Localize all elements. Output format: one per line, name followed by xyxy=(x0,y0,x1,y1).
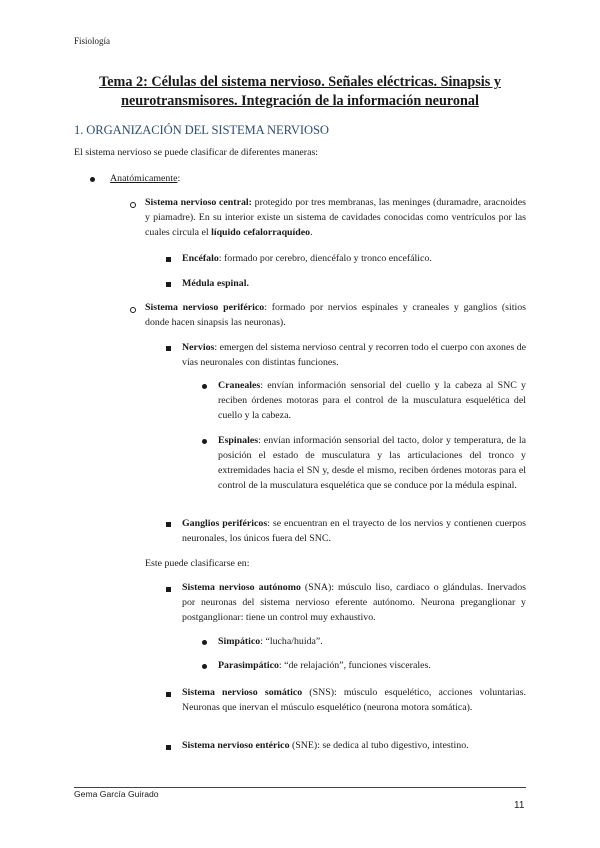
intro-paragraph: El sistema nervioso se puede clasificar de diferentes maneras: xyxy=(74,147,319,158)
bullet-dot-icon xyxy=(202,439,207,444)
espinales-item xyxy=(218,433,526,493)
snp-text: : formado por nervios espinales y craneales y ganglios (sitios donde hacen sinapsis las neuronas). xyxy=(145,302,526,329)
bullet-circle-icon xyxy=(130,202,136,208)
page-title xyxy=(74,73,526,110)
snc-item xyxy=(145,195,526,240)
sne-text: (SNE): se dedica al tubo digestivo, intestino. xyxy=(289,740,469,751)
sna-term: Sistema nervioso autónomo xyxy=(182,582,301,593)
title-line-1: Tema 2: Células del sistema nervioso. Señales eléctricas. Sinapsis y xyxy=(99,74,501,90)
craneales-term: Craneales xyxy=(218,380,261,391)
bullet-dot-icon xyxy=(202,640,207,645)
medula-term: Médula espinal. xyxy=(182,278,249,289)
espinales-text: : envían información sensorial del tacto, dolor y temperatura, de la posición el estado de musculatura y las articulaciones del tronco y extremidades hacia el SN y, desde el mismo, reciben órdenes motoras para el control de la musculatura esquelética que se conduce por la médula espinal. xyxy=(218,435,526,492)
footer-author: Gema García Guirado xyxy=(74,789,159,799)
bullet-square-icon xyxy=(166,587,171,592)
snc-end: . xyxy=(310,227,313,239)
sns-term: Sistema nervioso somático xyxy=(182,687,303,698)
ganglios-item xyxy=(182,516,526,546)
snp-term: Sistema nervioso periférico xyxy=(145,302,265,313)
sne-term: Sistema nervioso entérico xyxy=(182,740,290,751)
bullet-dot-icon xyxy=(90,177,95,182)
craneales-item xyxy=(218,378,526,423)
bullet-square-icon xyxy=(166,745,171,750)
section-heading: 1. ORGANIZACIÓN DEL SISTEMA NERVIOSO xyxy=(74,123,329,137)
nervios-term: Nervios xyxy=(182,342,215,353)
csf-term: líquido cefalorraquídeo xyxy=(211,227,311,239)
anatomic-suffix: : xyxy=(177,173,181,184)
parasimpatico-text: : “de relajación”, funciones viscerales. xyxy=(278,660,431,671)
sna-item xyxy=(182,580,526,625)
encefalo-text: : formado por cerebro, diencéfalo y tronco encefálico. xyxy=(218,253,432,264)
bullet-square-icon xyxy=(166,257,171,262)
running-header: Fisiología xyxy=(74,36,111,46)
sna-text: (SNA): músculo liso, cardiaco o glándulas. Inervados por neuronas del sistema nervioso eferente autónomo. Neurona preganglionar y postganglionar: tiene un control muy exhaustivo. xyxy=(182,582,526,624)
parasimpatico-term: Parasimpático xyxy=(218,660,279,671)
bullet-square-icon xyxy=(166,346,171,351)
bullet-square-icon xyxy=(166,522,171,527)
snp-item xyxy=(145,300,526,330)
ganglios-text: : se encuentran en el trayecto de los nervios y contienen cuerpos neuronales, los únicos fuera del SNC. xyxy=(182,518,526,545)
nervios-item xyxy=(182,340,526,370)
encefalo-item xyxy=(182,251,432,266)
title-line-2: neurotransmisores. Integración de la información neuronal xyxy=(121,92,479,109)
bullet-circle-icon xyxy=(130,307,136,313)
nervios-text: : emergen del sistema nervioso central y recorren todo el cuerpo con axones de vías neuronales con distintas funciones. xyxy=(182,342,526,369)
parasimpatico-item xyxy=(218,658,431,673)
craneales-text: : envían información sensorial del cuello y la cabeza al SNC y reciben órdenes motoras para el control de la musculatura esquelética del cuello y la cabeza. xyxy=(218,380,526,422)
ganglios-term: Ganglios periféricos xyxy=(182,518,268,529)
bullet-square-icon xyxy=(166,692,171,697)
encefalo-term: Encéfalo xyxy=(182,253,219,264)
sns-item xyxy=(182,685,526,715)
medula-item xyxy=(182,276,249,291)
clasif-paragraph: Este puede clasificarse en: xyxy=(145,558,250,569)
snc-text: protegido por tres membranas, las meninges (duramadre, aracnoides y piamadre). En su interior existe un sistema de cavidades conocidas como ventrículos por las cuales circula el xyxy=(145,197,526,239)
page-number: 11 xyxy=(514,800,525,811)
espinales-term: Espinales xyxy=(218,435,259,446)
sns-text: (SNS): músculo esquelético, acciones voluntarias. Neuronas que inervan el músculo esquelético (neurona motora somática). xyxy=(182,687,526,714)
bullet-dot-icon xyxy=(202,384,207,389)
simpatico-item xyxy=(218,634,323,649)
bullet-square-icon xyxy=(166,282,171,287)
bullet-dot-icon xyxy=(202,664,207,669)
sne-item xyxy=(182,738,469,753)
simpatico-text: : “lucha/huida”. xyxy=(260,636,323,647)
anatomic-label: Anatómicamente xyxy=(110,173,178,184)
anatomic-item xyxy=(110,171,180,186)
footer-divider xyxy=(74,787,526,788)
simpatico-term: Simpático xyxy=(218,636,261,647)
snc-term: Sistema nervioso central: xyxy=(145,197,252,208)
